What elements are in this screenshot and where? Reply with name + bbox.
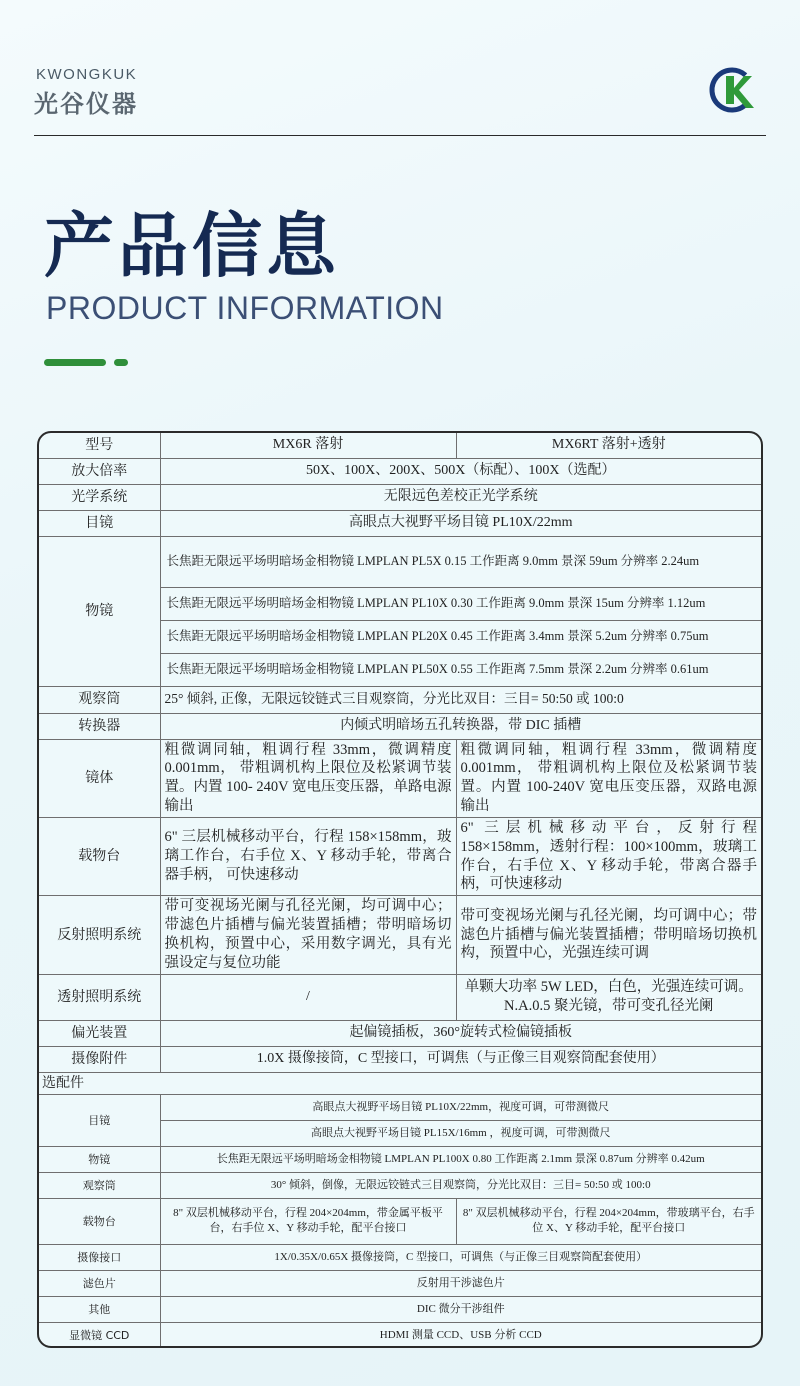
page-subtitle: PRODUCT INFORMATION — [46, 290, 444, 326]
row-label: 载物台 — [39, 817, 160, 895]
model-b: MX6RT 落射+透射 — [456, 433, 761, 458]
row-value-a: 8" 双层机械移动平台，行程 204×204mm，带金属平板平台，右手位 X、Y 移动手轮，配平台接口 — [160, 1198, 456, 1244]
objective-item: 长焦距无限远平场明暗场金相物镜 LMPLAN PL5X 0.15 工作距离 9.0mm 景深 59um 分辨率 2.24um — [160, 536, 761, 587]
row-value-b: 粗微调同轴，粗调行程 33mm，微调精度 0.001mm， 带粗调机构上限位及松紧调节装置。内置 100-240V 宽电压变压器，双路电源输出 — [456, 739, 761, 817]
row-value-b: 带可变视场光阑与孔径光阑，均可调中心；带滤色片插槽与偏光装置插槽；带明暗场切换机构，预置中心，光强连续可调 — [456, 896, 761, 974]
objective-item: 长焦距无限远平场明暗场金相物镜 LMPLAN PL10X 0.30 工作距离 9.0mm 景深 15um 分辨率 1.12um — [160, 587, 761, 620]
row-label: 摄像接口 — [39, 1244, 160, 1270]
objective-item: 长焦距无限远平场明暗场金相物镜 LMPLAN PL20X 0.45 工作距离 3.4mm 景深 5.2um 分辨率 0.75um — [160, 620, 761, 653]
row-label: 滤色片 — [39, 1270, 160, 1296]
row-value-a: 带可变视场光阑与孔径光阑，均可调中心；带滤色片插槽与偏光装置插槽；带明暗场切换机构，预置中心，采用数字调光，具有光强设定与复位功能 — [160, 896, 456, 974]
row-value: 反射用干涉滤色片 — [160, 1270, 761, 1296]
row-value-b: 单颗大功率 5W LED，白色，光强连续可调。N.A.0.5 聚光镜，带可变孔径光阑 — [456, 974, 761, 1020]
row-value: 1.0X 摄像接筒，C 型接口，可调焦（与正像三目观察筒配套使用） — [160, 1046, 761, 1072]
row-label: 物镜 — [39, 1146, 160, 1172]
row-value-a: 6" 三层机械移动平台，行程 158×158mm，玻璃工作台，右手位 X、Y 移动手轮，带离合器手柄， 可快速移动 — [160, 817, 456, 895]
model-a: MX6R 落射 — [160, 433, 456, 458]
row-value: 长焦距无限远平场明暗场金相物镜 LMPLAN PL100X 0.80 工作距离 2.1mm 景深 0.87um 分辨率 0.42um — [160, 1146, 761, 1172]
row-value: 无限远色差校正光学系统 — [160, 484, 761, 510]
row-label: 摄像附件 — [39, 1046, 160, 1072]
row-label: 其他 — [39, 1296, 160, 1322]
row-value: HDMI 测量 CCD、USB 分析 CCD — [160, 1322, 761, 1348]
row-value: 25° 倾斜, 正像，无限远铰链式三目观察筒，分光比双目：三目= 50:50 或 100:0 — [160, 686, 761, 713]
header-label: 型号 — [39, 433, 160, 458]
row-label: 目镜 — [39, 510, 160, 536]
row-label: 转换器 — [39, 713, 160, 739]
row-value: 高眼点大视野平场目镜 PL15X/16mm ，视度可调，可带测微尺 — [160, 1120, 761, 1146]
row-value: 30° 倾斜，倒像，无限远铰链式三目观察筒，分光比双目：三目= 50:50 或 100:0 — [160, 1172, 761, 1198]
row-value-a: 粗微调同轴，粗调行程 33mm，微调精度 0.001mm， 带粗调机构上限位及松紧调节装置。内置 100- 240V 宽电压变压器，单路电源输出 — [160, 739, 456, 817]
accent-dot — [114, 359, 128, 366]
row-value: 50X、100X、200X、500X（标配）、100X（选配） — [160, 458, 761, 484]
row-label: 透射照明系统 — [39, 974, 160, 1020]
row-label: 偏光装置 — [39, 1020, 160, 1046]
row-value-a: / — [160, 974, 456, 1020]
row-value: 起偏镜插板，360°旋转式检偏镜插板 — [160, 1020, 761, 1046]
row-label: 观察筒 — [39, 686, 160, 713]
row-label: 放大倍率 — [39, 458, 160, 484]
row-label: 显微镜 CCD — [39, 1322, 160, 1348]
row-label: 物镜 — [39, 536, 160, 686]
brand-en: KWONGKUK — [36, 66, 138, 83]
row-value: DIC 微分干涉组件 — [160, 1296, 761, 1322]
row-value-b: 6" 三层机械移动平台，反射行程 158×158mm，透射行程：100×100mm，玻璃工作台，右手位 X、Y 移动手轮，带离合器手柄，可快速移动 — [456, 817, 761, 895]
row-value: 高眼点大视野平场目镜 PL10X/22mm — [160, 510, 761, 536]
header-divider — [34, 135, 766, 136]
row-label: 观察筒 — [39, 1172, 160, 1198]
row-label: 光学系统 — [39, 484, 160, 510]
brand-cn: 光谷仪器 — [34, 90, 138, 118]
page-title: 产品信息 — [44, 205, 340, 287]
optional-section-title: 选配件 — [39, 1072, 761, 1094]
row-value: 高眼点大视野平场目镜 PL10X/22mm，视度可调，可带测微尺 — [160, 1094, 761, 1120]
row-label: 目镜 — [39, 1094, 160, 1146]
row-label: 载物台 — [39, 1198, 160, 1244]
accent-bar — [44, 359, 106, 366]
row-value: 1X/0.35X/0.65X 摄像接筒，C 型接口，可调焦（与正像三目观察筒配套使用） — [160, 1244, 761, 1270]
row-label: 镜体 — [39, 739, 160, 817]
row-label: 反射照明系统 — [39, 896, 160, 974]
row-value-b: 8" 双层机械移动平台，行程 204×204mm，带玻璃平台，右手位 X、Y 移动手轮，配平台接口 — [456, 1198, 761, 1244]
spec-table — [37, 431, 763, 1348]
brand-logo-icon — [706, 64, 758, 116]
objective-item: 长焦距无限远平场明暗场金相物镜 LMPLAN PL50X 0.55 工作距离 7.5mm 景深 2.2um 分辨率 0.61um — [160, 653, 761, 686]
row-value: 内倾式明暗场五孔转换器，带 DIC 插槽 — [160, 713, 761, 739]
